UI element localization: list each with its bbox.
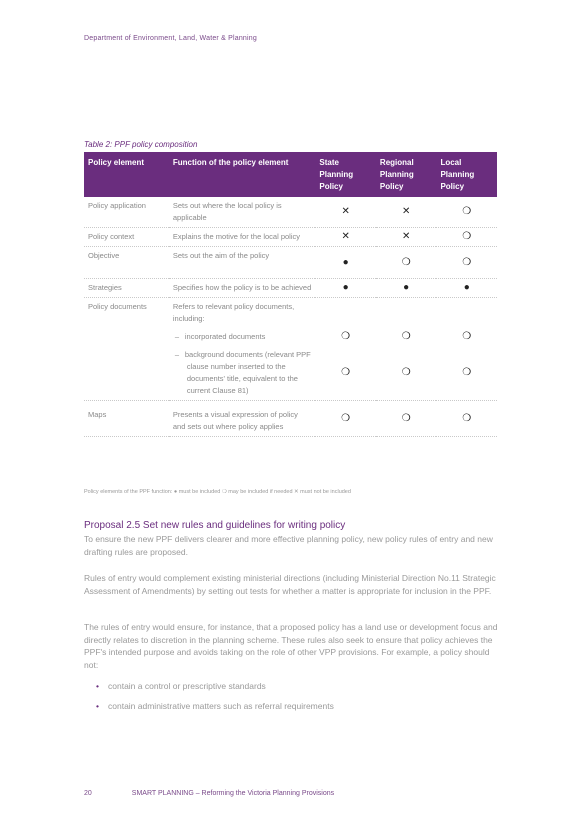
- table-row: [84, 298, 497, 329]
- dash-bullet: –: [174, 350, 180, 359]
- state-symbol: ❍: [341, 331, 351, 342]
- page-number: 20: [84, 790, 92, 797]
- state-symbol: ●: [315, 279, 376, 298]
- state-symbol: ❍: [315, 346, 376, 401]
- row-function: [169, 346, 316, 401]
- list-item-text: contain a control or prescriptive standards: [108, 681, 266, 691]
- row-element: Objective: [84, 247, 169, 279]
- table-row: [84, 279, 497, 298]
- bullet-text: incorporated documents: [184, 332, 266, 341]
- row-element: [84, 328, 169, 346]
- list-item: [96, 681, 496, 691]
- table-row: [84, 328, 497, 346]
- table-caption: Table 2: PPF policy composition: [84, 140, 198, 149]
- paragraph: Rules of entry would complement existing ministerial directions (including Ministerial Direction No.11 Strategic Assessment of Amendments) by setting out tests for whether a matter is appropriate for inclusion in the PPF.: [84, 573, 496, 596]
- paragraph: The rules of entry would ensure, for instance, that a proposed policy has a land use or development focus and directly relates to discretion in the planning scheme. These rules also seek to ensure that policy achieves the PPF's intended purpose and avoids taking on the role of other VPP provisions. For example, a policy should not:: [84, 622, 498, 670]
- col-header-regional: Regional Planning Policy: [379, 158, 414, 191]
- paragraph: To ensure the new PPF delivers clearer and more effective planning policy, new policy rules of entry and new drafting rules are proposed.: [84, 534, 493, 557]
- col-header-local: Local Planning Policy: [440, 158, 475, 191]
- table-header-row: [84, 152, 497, 197]
- bullet-dot-icon: •: [96, 701, 99, 711]
- row-function: [169, 328, 316, 346]
- regional-symbol: ❍: [401, 331, 411, 342]
- row-element: Policy application: [84, 197, 169, 228]
- local-symbol: ❍: [436, 401, 497, 437]
- policy-composition-table: [84, 152, 497, 437]
- row-function: Sets out where the local policy is applicable: [169, 197, 316, 228]
- row-function: Presents a visual expression of policy and sets out where policy applies: [169, 401, 316, 437]
- list-item: [96, 701, 496, 711]
- list-item-text: contain administrative matters such as referral requirements: [108, 701, 334, 711]
- row-function: Refers to relevant policy documents, including:: [172, 302, 295, 323]
- regional-symbol: ✕: [376, 197, 437, 228]
- state-symbol: ✕: [315, 228, 376, 247]
- dash-bullet: –: [174, 332, 180, 341]
- regional-symbol: ●: [376, 279, 437, 298]
- regional-symbol: [376, 298, 437, 329]
- table-row: [84, 401, 497, 437]
- section-heading: Proposal 2.5 Set new rules and guidelines for writing policy: [84, 520, 346, 531]
- state-symbol: ✕: [315, 197, 376, 228]
- table-row: [84, 247, 497, 279]
- footer-title: SMART PLANNING – Reforming the Victoria Planning Provisions: [131, 790, 335, 797]
- regional-symbol: ❍: [376, 247, 437, 279]
- local-symbol: ●: [436, 279, 497, 298]
- state-symbol: ❍: [315, 401, 376, 437]
- row-function: Explains the motive for the local policy: [169, 228, 316, 247]
- running-header: Department of Environment, Land, Water & Planning: [84, 35, 257, 42]
- table-row: [84, 228, 497, 247]
- row-function: Sets out the aim of the policy: [169, 247, 316, 279]
- local-symbol: ❍: [436, 197, 497, 228]
- regional-symbol: ❍: [376, 346, 437, 401]
- row-element: Strategies: [84, 279, 169, 298]
- bullet-text: background documents (relevant PPF clause number inserted to the documents' title, equivalent to the current Clause 81): [184, 350, 311, 395]
- col-header-state: State Planning Policy: [319, 158, 354, 191]
- bullet-list: [96, 681, 496, 721]
- page-footer: [84, 790, 334, 797]
- local-symbol: [436, 298, 497, 329]
- table-legend: Policy elements of the PPF function: ● must be included ❍ may be included if needed ✕ must not be included: [84, 489, 351, 495]
- row-element: [84, 346, 169, 401]
- local-symbol: ❍: [436, 346, 497, 401]
- col-header-element: Policy element: [88, 158, 145, 167]
- table-row: [84, 346, 497, 401]
- col-header-function: Function of the policy element: [172, 158, 289, 167]
- local-symbol: ❍: [462, 331, 472, 342]
- row-element: Policy documents: [88, 302, 147, 311]
- bullet-dot-icon: •: [96, 681, 99, 691]
- row-element: Maps: [84, 401, 169, 437]
- row-function: Specifies how the policy is to be achieved: [169, 279, 316, 298]
- row-element: Policy context: [84, 228, 169, 247]
- table-row: [84, 197, 497, 228]
- local-symbol: ❍: [436, 247, 497, 279]
- state-symbol: ●: [315, 247, 376, 279]
- state-symbol: [315, 298, 376, 329]
- regional-symbol: ❍: [376, 401, 437, 437]
- local-symbol: ❍: [436, 228, 497, 247]
- regional-symbol: ✕: [376, 228, 437, 247]
